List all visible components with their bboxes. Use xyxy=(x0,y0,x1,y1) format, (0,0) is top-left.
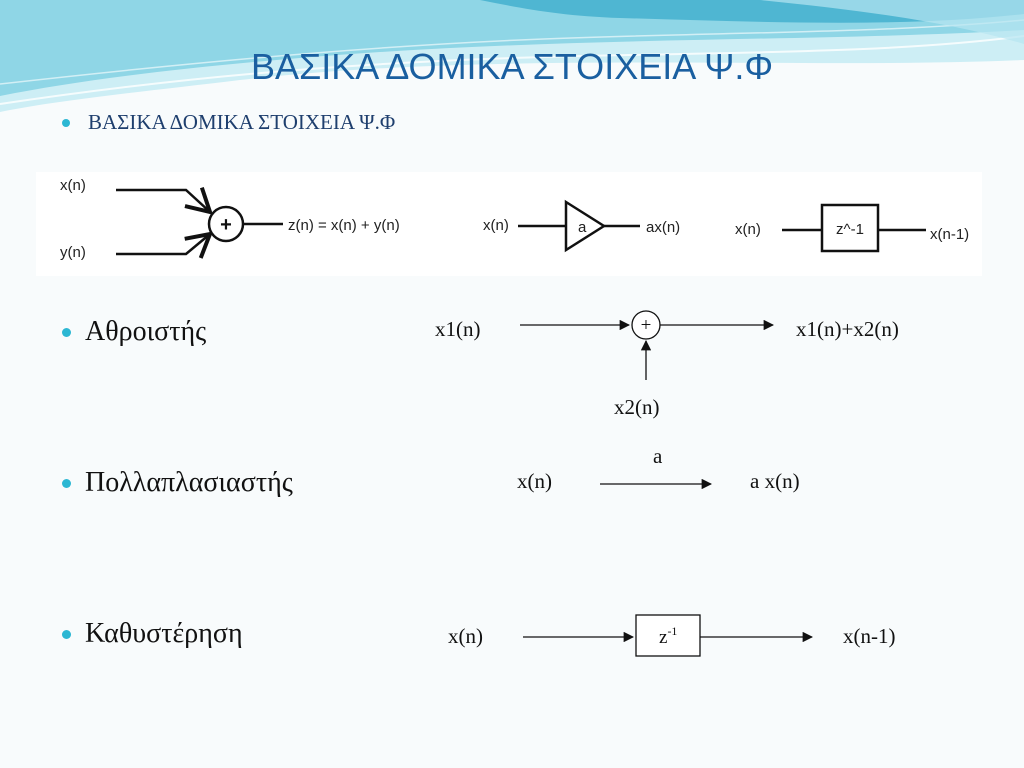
figure-delay-output-label: x(n-1) xyxy=(930,226,970,243)
delay-output-label: x(n-1) xyxy=(843,624,896,648)
figure-adder xyxy=(60,177,400,261)
bullet-heading-text: ΒΑΣΙΚΑ ΔΟΜΙΚΑ ΣΤΟΙΧΕΙΑ Ψ.Φ xyxy=(88,110,396,134)
diagram-adder xyxy=(435,311,899,419)
figure-adder-input2-line xyxy=(116,234,210,254)
adder-input2-label: x2(n) xyxy=(614,395,660,419)
figure-multiplier-gain-label: a xyxy=(578,219,587,236)
diagram-multiplier xyxy=(517,444,800,493)
figure-delay-input-label: x(n) xyxy=(735,221,761,238)
adder-plus-symbol: + xyxy=(640,315,652,336)
multiplier-input-label: x(n) xyxy=(517,469,552,493)
figure-delay-box-label: z^-1 xyxy=(836,221,864,238)
delay-input-label: x(n) xyxy=(448,624,483,648)
bullet-delay-text: Καθυστέρηση xyxy=(85,618,243,649)
slide-title: ΒΑΣΙΚΑ ΔΟΜΙΚΑ ΣΤΟΙΧΕΙΑ Ψ.Φ xyxy=(250,46,774,87)
figure-multiplier xyxy=(483,202,680,250)
multiplier-output-label: a x(n) xyxy=(750,469,800,493)
figure-adder-input2-label: y(n) xyxy=(60,244,86,261)
figure-adder-output-label: z(n) = x(n) + y(n) xyxy=(288,217,400,234)
delay-box-exponent: -1 xyxy=(667,624,678,638)
figure-multiplier-input-label: x(n) xyxy=(483,217,509,234)
multiplier-gain-label: a xyxy=(653,444,663,468)
figure-adder-plus-symbol: + xyxy=(220,214,232,236)
delay-box-base: z xyxy=(659,627,668,648)
bullet-multiplier-text: Πολλαπλασιαστής xyxy=(85,467,293,498)
figure-delay xyxy=(735,205,969,251)
bullet-adder-text: Αθροιστής xyxy=(85,316,207,347)
figure-multiplier-output-label: ax(n) xyxy=(646,219,681,236)
figure-adder-input1-label: x(n) xyxy=(60,177,86,194)
adder-output-label: x1(n)+x2(n) xyxy=(796,317,899,341)
diagram-delay xyxy=(448,615,895,656)
adder-input1-label: x1(n) xyxy=(435,317,481,341)
figure-adder-input1-line xyxy=(116,190,210,212)
